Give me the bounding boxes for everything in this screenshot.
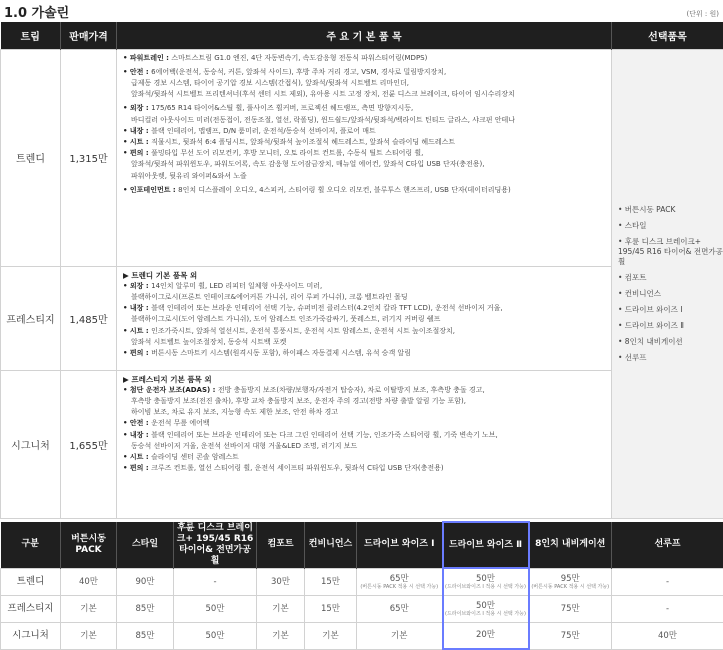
- feature-line: [123, 281, 607, 292]
- cell-value: 75만: [560, 630, 580, 641]
- feature-text: 운전석 무릎 에어백: [151, 419, 210, 428]
- feature-text: 175/65 R14 타이어&스틸 휠, 풀사이즈 휠커버, 프로젝션 헤드램프, 측면 방향지시등,: [151, 104, 414, 113]
- feature-category: • 첨단 운전자 보조(ADAS) :: [123, 385, 218, 394]
- column-header: 드라이브 와이즈 Ⅱ: [443, 522, 529, 568]
- feature-line: [123, 385, 607, 396]
- cell-value: 기본: [322, 630, 339, 641]
- feature-text: 급제동 경보 시스템, 타이어 공기압 경보 시스템(간접식), 앞좌석/뒷좌석 시트벨트 리마인더,: [131, 78, 409, 87]
- feature-category: • 시트 :: [123, 137, 152, 146]
- table-cell: [305, 568, 357, 595]
- row-trim: 시그니처: [1, 622, 61, 649]
- cell-note: (드라이브와이즈 Ⅰ 적용 시 선택 가능): [445, 610, 526, 617]
- cell-value: 40만: [78, 576, 99, 587]
- cell-value: 95만: [560, 573, 580, 584]
- cell-value: -: [665, 576, 670, 587]
- option-item: • 드라이브 와이즈 Ⅰ: [618, 304, 683, 314]
- cell-value: 기본: [80, 603, 97, 614]
- feature-line: [123, 452, 607, 463]
- row-trim: 프레스티지: [1, 595, 61, 622]
- feature-text: 바디컬러 아웃사이드 미러(전동접이, 전동조절, 열선, 락폴딩), 윈드쉴드/앞좌석/뒷좌석/백라이트 틴티드 글라스, 샤크핀 안테나: [131, 115, 516, 124]
- trim-table: [0, 22, 723, 519]
- table-cell: [257, 595, 305, 622]
- unit-label: (단위 : 원): [686, 10, 719, 18]
- feature-line: [123, 78, 607, 89]
- feature-text: 파워아웃렛, 뒷유리 와이퍼&와셔 노즐: [131, 171, 247, 180]
- column-header: 스타일: [117, 522, 174, 568]
- feature-category: • 안전 :: [123, 419, 152, 428]
- feature-line: [123, 292, 607, 303]
- options-list: [612, 49, 723, 518]
- feature-line: [123, 185, 607, 196]
- option-item: • 8인치 내비게이션: [618, 336, 683, 346]
- feature-category: • 편의 :: [123, 149, 152, 158]
- feature-line: [123, 430, 607, 441]
- option-item: • 드라이브 와이즈 Ⅱ: [618, 320, 684, 330]
- feature-category: • 시트 :: [123, 452, 152, 461]
- section-heading: ▶ 프레스티지 기본 품목 외: [123, 374, 212, 384]
- column-header: 컨비니언스: [305, 522, 357, 568]
- feature-text: 블랙하이그로시(도어 암레스트 가니쉬), 도어 암레스트 인조가죽감싸기, 풋레스트, 러기지 커버링 쉘프: [131, 315, 441, 324]
- cell-value: 15만: [320, 576, 341, 587]
- table-cell: [174, 595, 257, 622]
- trim-price: 1,655만: [61, 370, 117, 518]
- table-cell: [174, 622, 257, 649]
- section-heading: ▶ 트렌디 기본 품목 외: [123, 270, 198, 280]
- trim-name: 시그니처: [1, 370, 61, 518]
- feature-line: [123, 115, 607, 126]
- table-cell: [305, 595, 357, 622]
- table-row: [1, 622, 723, 649]
- column-header: 구분: [1, 522, 61, 568]
- cell-value: 50만: [205, 630, 225, 641]
- cell-note: (버튼시동 PACK 적용 시 선택 가능): [531, 583, 610, 590]
- feature-text: 블랙 인테리어, 맵램프, D/N 룸미러, 운전석/동승석 선바이저, 플로어 매트: [151, 126, 376, 135]
- column-header: 드라이브 와이즈 Ⅰ: [357, 522, 443, 568]
- cell-value: 기본: [80, 630, 97, 641]
- table-cell: [117, 568, 174, 595]
- feature-category: • 내장 :: [123, 304, 152, 313]
- table-row: [1, 568, 723, 595]
- cell-value: 50만: [475, 573, 496, 584]
- table-cell: [61, 622, 117, 649]
- table-cell: [443, 568, 529, 595]
- feature-line: [123, 137, 607, 148]
- table-cell: [612, 568, 723, 595]
- table-cell: [357, 622, 443, 649]
- feature-text: 블랙하이그로시(프론트 인테이크&에어커튼 가니쉬, 리어 루퍼 가니쉬), 크롬 벨트라인 몰딩: [131, 292, 408, 301]
- feature-text: 앞좌석/뒷좌석 파워윈도우, 파워도어록, 속도 감응형 도어잠금장치, 매뉴얼 에어컨, 앞좌석 C타입 USB 단자(충전용),: [131, 160, 485, 169]
- feature-line: [123, 337, 607, 348]
- feature-text: 전방 충돌방지 보조(차량/보행자/자전거 탑승자), 차로 이탈방지 보조, 후측방 충돌 경고,: [217, 385, 485, 394]
- cell-value: -: [213, 576, 217, 587]
- cell-value: 기본: [272, 603, 289, 614]
- option-item: • 컴포트: [618, 272, 647, 282]
- column-header: 선루프: [612, 522, 723, 568]
- feature-text: 하이빔 보조, 차로 유지 보조, 지능형 속도 제한 보조, 안전 하차 경고: [131, 408, 338, 417]
- feature-line: [123, 326, 607, 337]
- header-price: 판매가격: [61, 22, 117, 49]
- trim-price: 1,485만: [61, 266, 117, 370]
- row-trim: 트렌디: [1, 568, 61, 595]
- cell-value: 50만: [205, 603, 225, 614]
- trim-name: 프레스티지: [1, 266, 61, 370]
- table-cell: [612, 622, 723, 649]
- table-cell: [61, 595, 117, 622]
- option-item: • 컨비니언스: [618, 288, 662, 298]
- option-item: • 버튼시동 PACK: [618, 204, 676, 214]
- feature-line: [123, 103, 607, 114]
- cell-value: 20만: [475, 630, 496, 641]
- table-cell: [529, 568, 612, 595]
- feature-category: • 인포테인먼트 :: [123, 185, 179, 194]
- feature-line: [123, 126, 607, 137]
- trim-name: 트렌디: [1, 49, 61, 266]
- feature-text: 풀밍타입 무선 도어 리모컨키, 후방 모니터, 오토 라이트 컨트롤, 수동식 틸트 스티어링 휠,: [151, 149, 424, 158]
- cell-value: 85만: [135, 603, 155, 614]
- feature-text: 블랙 인테리어 또는 브라운 인테리어 선택 기능, 슈퍼비전 클러스터(4.2인치 칼라 TFT LCD), 운전석 선바이저 거울,: [151, 304, 503, 313]
- table-cell: [174, 568, 257, 595]
- cell-value: 기본: [391, 630, 408, 641]
- option-price-table: [0, 521, 723, 650]
- table-cell: [529, 595, 612, 622]
- feature-line: [123, 53, 607, 64]
- trim-items: [117, 370, 612, 518]
- option-item: • 후륜 디스크 브레이크+ 195/45 R16 타이어& 전면가공 휠: [618, 236, 723, 266]
- cell-value: 85만: [135, 630, 155, 641]
- feature-category: • 시트 :: [123, 326, 152, 335]
- feature-text: 동승석 선바이저 거울, 운전석 선바이저 대형 거울&LED 조명, 러기지 보드: [131, 441, 358, 450]
- feature-category: • 편의 :: [123, 464, 152, 473]
- option-item: • 스타일: [618, 220, 647, 230]
- cell-value: 65만: [389, 573, 409, 584]
- cell-note: (드라이브와이즈 Ⅰ 적용 시 선택 가능): [445, 583, 526, 590]
- feature-text: 버튼시동 스마트키 시스템(원격시동 포함), 하이패스 자동결제 시스템, 유석 승객 알림: [151, 348, 411, 357]
- cell-value: 90만: [135, 576, 155, 587]
- feature-line: [123, 171, 607, 182]
- feature-text: 크루즈 컨트롤, 열선 스티어링 휠, 운전석 세이프티 파워윈도우, 뒷좌석 C타입 USB 단자(충전용): [151, 464, 444, 473]
- table-cell: [357, 595, 443, 622]
- feature-line: [123, 89, 607, 100]
- cell-value: 50만: [475, 600, 496, 611]
- feature-line: [123, 159, 607, 170]
- feature-line: [123, 67, 607, 78]
- feature-category: • 안전 :: [123, 67, 152, 76]
- cell-note: (버튼시동 PACK 적용 시 선택 가능): [360, 583, 439, 590]
- feature-text: 8인치 디스플레이 오디오, 4스피커, 스티어링 휠 오디오 리모컨, 블루투스 핸즈프리, USB 단자(데이터리딩용): [178, 185, 511, 194]
- feature-text: 인조가죽시트, 앞좌석 열선시트, 운전석 통풍시트, 운전석 시트 암레스트, 운전석 시트 높이조절장치,: [151, 326, 455, 335]
- feature-line: [123, 303, 607, 314]
- feature-category: • 내장 :: [123, 430, 152, 439]
- table-cell: [443, 595, 529, 622]
- cell-value: 40만: [657, 630, 678, 641]
- table-cell: [529, 622, 612, 649]
- column-header: 후륜 디스크 브레이크+ 195/45 R16 타이어& 전면가공 휠: [174, 522, 257, 568]
- trim-items: [117, 266, 612, 370]
- trim-row: [1, 49, 723, 266]
- feature-line: [123, 463, 607, 474]
- feature-category: • 내장 :: [123, 126, 152, 135]
- feature-text: 직물시트, 뒷좌석 6:4 폴딩시트, 앞좌석/뒷좌석 높이조절식 헤드레스트, 앞좌석 슬라이딩 헤드레스트: [151, 137, 456, 146]
- feature-text: 스마트스트림 G1.0 엔진, 4단 자동변속기, 속도감응형 전동식 파워스티어링(MDPS): [171, 53, 428, 62]
- feature-category: • 외장 :: [123, 281, 152, 290]
- column-header: 8인치 내비게이션: [529, 522, 612, 568]
- table-cell: [117, 595, 174, 622]
- feature-text: 블랙 인테리어 또는 브라운 인테리어 또는 다크 그린 인테리어 선택 기능, 인조가죽 스티어링 휠, 기죽 변속기 노브,: [151, 430, 498, 439]
- feature-category: • 편의 :: [123, 348, 152, 357]
- cell-value: -: [665, 603, 670, 614]
- column-header: 버튼시동 PACK: [61, 522, 117, 568]
- feature-line: [123, 441, 607, 452]
- feature-line: [123, 407, 607, 418]
- feature-text: 앞좌석 시트벨트 높이조절장치, 동승석 시트백 포켓: [131, 337, 287, 346]
- table-cell: [257, 622, 305, 649]
- feature-category: • 파워트레인 :: [123, 53, 172, 62]
- feature-text: 후측방 충돌방지 보조(전진 출차), 후방 교차 충돌방지 보조, 운전자 주의 경고(전방 차량 출발 알림 기능 포함),: [131, 396, 466, 405]
- table-row: [1, 595, 723, 622]
- header-items: 주 요 기 본 품 목: [117, 22, 612, 49]
- option-item: • 선루프: [618, 352, 647, 362]
- table-cell: [443, 622, 529, 649]
- page-title: 1.0 가솔린: [4, 6, 70, 21]
- column-header: 컴포트: [257, 522, 305, 568]
- cell-value: 30만: [270, 576, 291, 587]
- header-trim: 트림: [1, 22, 61, 49]
- cell-value: 65만: [389, 603, 409, 614]
- feature-line: [123, 348, 607, 359]
- feature-line: [123, 396, 607, 407]
- table-cell: [61, 568, 117, 595]
- header-options: 선택품목: [612, 22, 723, 49]
- feature-text: 슬라이딩 센터 콘솔 암레스트: [151, 452, 239, 461]
- feature-category: • 외장 :: [123, 104, 152, 113]
- trim-items: [117, 49, 612, 266]
- table-cell: [117, 622, 174, 649]
- feature-text: 6에어백(운전석, 동승석, 커튼, 앞좌석 사이드), 후방 주차 거리 경고, VSM, 경사로 밀림방지장치,: [151, 67, 447, 76]
- cell-value: 75만: [560, 603, 580, 614]
- cell-value: 기본: [272, 630, 289, 641]
- cell-value: 15만: [320, 603, 341, 614]
- feature-line: [123, 314, 607, 325]
- trim-price: 1,315만: [61, 49, 117, 266]
- table-cell: [305, 622, 357, 649]
- feature-text: 앞좌석/뒷좌석 시트벨트 프리텐셔너(후석 센터 시트 제외), 유아용 시트 고정 장치, 전륜 디스크 브레이크, 타이어 임시수리장치: [131, 90, 515, 99]
- table-cell: [257, 568, 305, 595]
- feature-line: [123, 418, 607, 429]
- feature-text: 14인치 알루미 휠, LED 리피터 일체형 아웃사이드 미러,: [151, 281, 323, 290]
- table-cell: [612, 595, 723, 622]
- feature-line: [123, 148, 607, 159]
- table-cell: [357, 568, 443, 595]
